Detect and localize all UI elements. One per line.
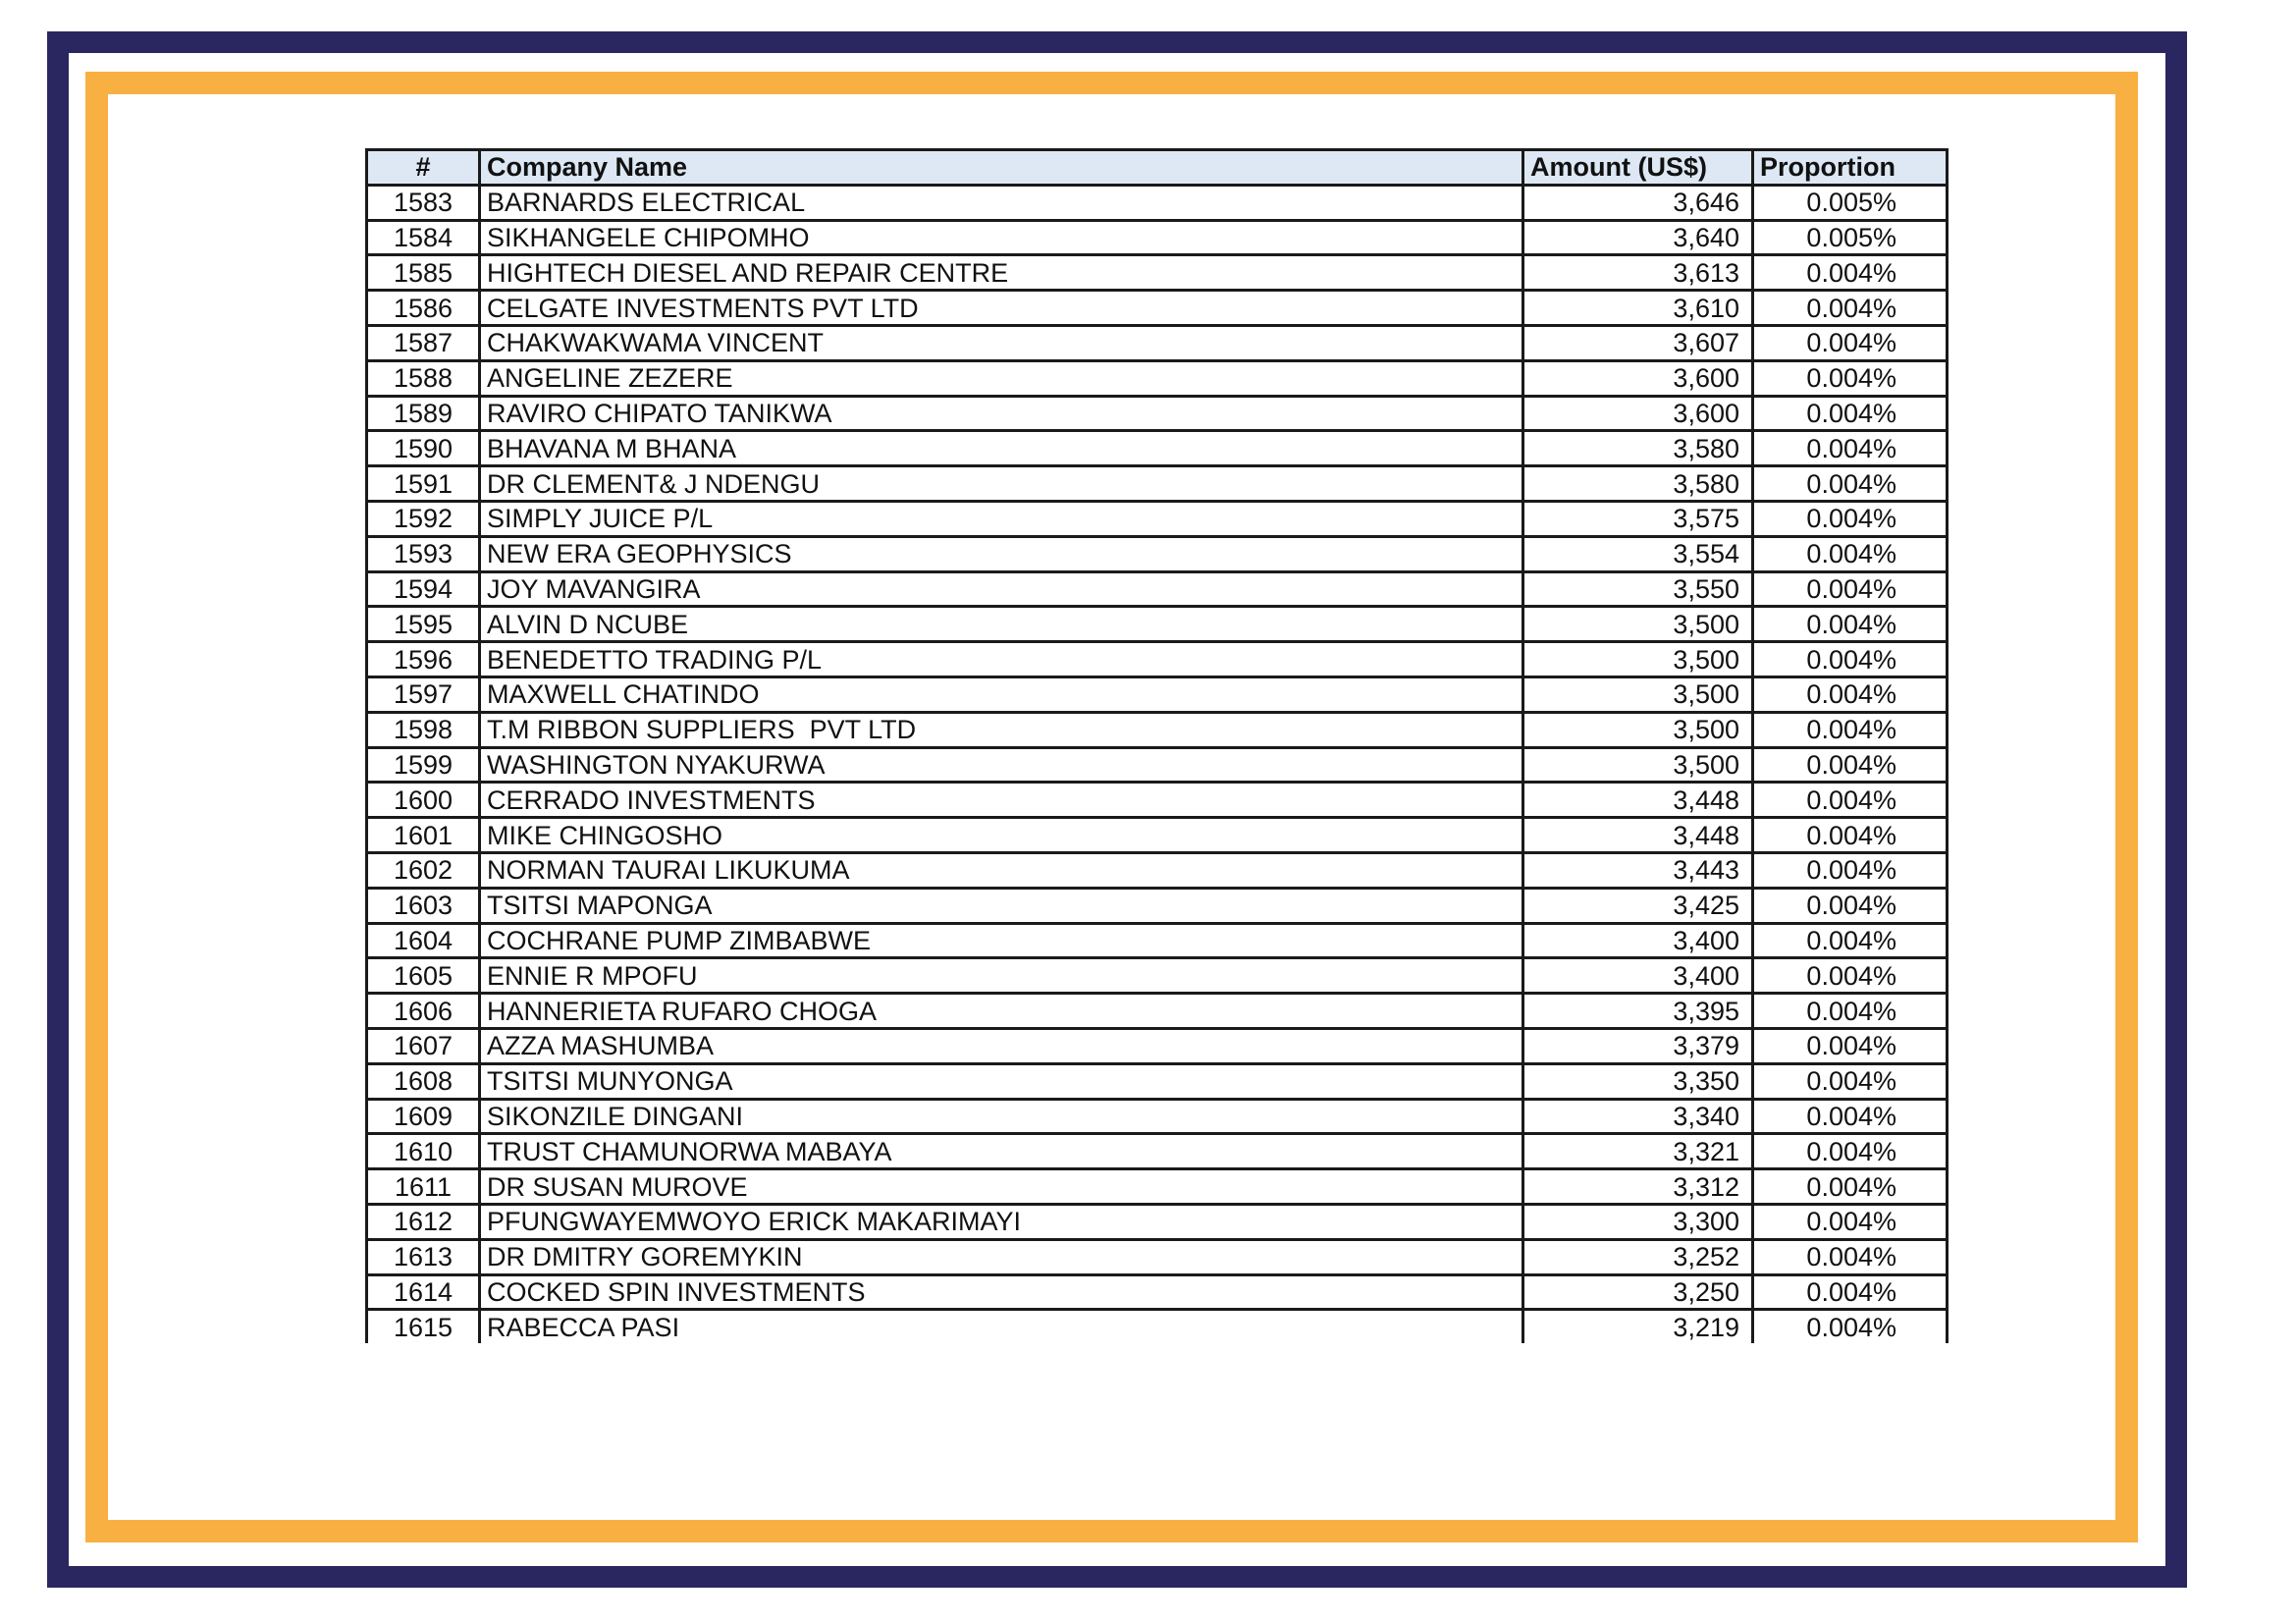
proportion-cell: 0.004% [1753,431,1948,466]
company-name-cell: RAVIRO CHIPATO TANIKWA [480,396,1523,431]
table-body [367,185,1948,1343]
proportion-cell: 0.004% [1753,747,1948,783]
row-number-cell: 1597 [367,676,480,712]
proportion-cell: 0.004% [1753,1310,1948,1343]
header-amount: Amount (US$) [1523,150,1753,186]
company-name-cell: NORMAN TAURAI LIKUKUMA [480,852,1523,888]
company-name-cell: SIKHANGELE CHIPOMHO [480,220,1523,255]
amount-cell: 3,600 [1523,360,1753,396]
table-row [367,255,1948,291]
company-name-cell: CERRADO INVESTMENTS [480,783,1523,818]
amount-cell: 3,350 [1523,1063,1753,1099]
table-row [367,607,1948,642]
table-row [367,818,1948,853]
company-name-cell: BHAVANA M BHANA [480,431,1523,466]
table-row [367,571,1948,607]
row-number-cell: 1595 [367,607,480,642]
table-row [367,923,1948,958]
amount-cell: 3,379 [1523,1028,1753,1063]
table-row [367,1099,1948,1134]
company-name-cell: DR DMITRY GOREMYKIN [480,1239,1523,1274]
proportion-cell: 0.004% [1753,712,1948,747]
company-name-cell: T.M RIBBON SUPPLIERS PVT LTD [480,712,1523,747]
header-proportion: Proportion [1753,150,1948,186]
row-number-cell: 1592 [367,501,480,536]
table-row [367,1169,1948,1205]
table-row [367,1239,1948,1274]
company-name-cell: TRUST CHAMUNORWA MABAYA [480,1134,1523,1169]
company-name-cell: CHAKWAKWAMA VINCENT [480,325,1523,360]
company-name-cell: PFUNGWAYEMWOYO ERICK MAKARIMAYI [480,1204,1523,1239]
table-row [367,712,1948,747]
company-name-cell: DR SUSAN MUROVE [480,1169,1523,1205]
amount-cell: 3,500 [1523,607,1753,642]
amount-cell: 3,395 [1523,994,1753,1029]
proportion-cell: 0.004% [1753,1169,1948,1205]
row-number-cell: 1606 [367,994,480,1029]
amount-cell: 3,443 [1523,852,1753,888]
amount-cell: 3,300 [1523,1204,1753,1239]
amount-cell: 3,321 [1523,1134,1753,1169]
table-row [367,396,1948,431]
table-row [367,888,1948,923]
table-row [367,431,1948,466]
row-number-cell: 1607 [367,1028,480,1063]
row-number-cell: 1601 [367,818,480,853]
proportion-cell: 0.004% [1753,1239,1948,1274]
proportion-cell: 0.004% [1753,923,1948,958]
row-number-cell: 1609 [367,1099,480,1134]
company-name-cell: HANNERIETA RUFARO CHOGA [480,994,1523,1029]
table-row [367,220,1948,255]
proportion-cell: 0.004% [1753,888,1948,923]
company-name-cell: DR CLEMENT& J NDENGU [480,466,1523,502]
row-number-cell: 1600 [367,783,480,818]
payments-table [365,148,1949,1343]
proportion-cell: 0.004% [1753,1099,1948,1134]
table-header-row [367,150,1948,186]
amount-cell: 3,646 [1523,185,1753,220]
amount-cell: 3,640 [1523,220,1753,255]
company-name-cell: JOY MAVANGIRA [480,571,1523,607]
table-row [367,536,1948,571]
company-name-cell: MIKE CHINGOSHO [480,818,1523,853]
proportion-cell: 0.004% [1753,360,1948,396]
payments-table-container [365,148,1946,1343]
row-number-cell: 1603 [367,888,480,923]
proportion-cell: 0.005% [1753,220,1948,255]
proportion-cell: 0.004% [1753,783,1948,818]
row-number-cell: 1598 [367,712,480,747]
table-row [367,852,1948,888]
company-name-cell: BENEDETTO TRADING P/L [480,642,1523,677]
proportion-cell: 0.004% [1753,1063,1948,1099]
row-number-cell: 1611 [367,1169,480,1205]
amount-cell: 3,400 [1523,923,1753,958]
company-name-cell: CELGATE INVESTMENTS PVT LTD [480,291,1523,326]
table-row [367,676,1948,712]
proportion-cell: 0.004% [1753,501,1948,536]
company-name-cell: MAXWELL CHATINDO [480,676,1523,712]
company-name-cell: HIGHTECH DIESEL AND REPAIR CENTRE [480,255,1523,291]
table-row [367,1134,1948,1169]
proportion-cell: 0.004% [1753,1204,1948,1239]
row-number-cell: 1614 [367,1274,480,1310]
row-number-cell: 1605 [367,958,480,994]
row-number-cell: 1590 [367,431,480,466]
proportion-cell: 0.004% [1753,536,1948,571]
company-name-cell: ALVIN D NCUBE [480,607,1523,642]
row-number-cell: 1610 [367,1134,480,1169]
table-row [367,1310,1948,1343]
proportion-cell: 0.004% [1753,958,1948,994]
amount-cell: 3,600 [1523,396,1753,431]
company-name-cell: AZZA MASHUMBA [480,1028,1523,1063]
proportion-cell: 0.004% [1753,676,1948,712]
amount-cell: 3,575 [1523,501,1753,536]
table-row [367,642,1948,677]
table-row [367,1274,1948,1310]
row-number-cell: 1591 [367,466,480,502]
row-number-cell: 1604 [367,923,480,958]
proportion-cell: 0.004% [1753,396,1948,431]
company-name-cell: ENNIE R MPOFU [480,958,1523,994]
amount-cell: 3,448 [1523,818,1753,853]
row-number-cell: 1602 [367,852,480,888]
amount-cell: 3,500 [1523,747,1753,783]
table-row [367,1204,1948,1239]
company-name-cell: TSITSI MUNYONGA [480,1063,1523,1099]
proportion-cell: 0.005% [1753,185,1948,220]
proportion-cell: 0.004% [1753,1028,1948,1063]
proportion-cell: 0.004% [1753,994,1948,1029]
amount-cell: 3,580 [1523,431,1753,466]
table-row [367,466,1948,502]
proportion-cell: 0.004% [1753,325,1948,360]
row-number-cell: 1599 [367,747,480,783]
row-number-cell: 1613 [367,1239,480,1274]
company-name-cell: COCKED SPIN INVESTMENTS [480,1274,1523,1310]
row-number-cell: 1587 [367,325,480,360]
company-name-cell: SIKONZILE DINGANI [480,1099,1523,1134]
proportion-cell: 0.004% [1753,642,1948,677]
company-name-cell: SIMPLY JUICE P/L [480,501,1523,536]
table-row [367,1063,1948,1099]
table-row [367,291,1948,326]
table-row [367,325,1948,360]
header-company-name: Company Name [480,150,1523,186]
row-number-cell: 1593 [367,536,480,571]
proportion-cell: 0.004% [1753,255,1948,291]
row-number-cell: 1615 [367,1310,480,1343]
table-row [367,1028,1948,1063]
company-name-cell: ANGELINE ZEZERE [480,360,1523,396]
amount-cell: 3,219 [1523,1310,1753,1343]
row-number-cell: 1594 [367,571,480,607]
company-name-cell: RABECCA PASI [480,1310,1523,1343]
proportion-cell: 0.004% [1753,818,1948,853]
proportion-cell: 0.004% [1753,1134,1948,1169]
amount-cell: 3,425 [1523,888,1753,923]
row-number-cell: 1583 [367,185,480,220]
proportion-cell: 0.004% [1753,291,1948,326]
amount-cell: 3,400 [1523,958,1753,994]
amount-cell: 3,550 [1523,571,1753,607]
row-number-cell: 1596 [367,642,480,677]
amount-cell: 3,613 [1523,255,1753,291]
amount-cell: 3,500 [1523,676,1753,712]
proportion-cell: 0.004% [1753,571,1948,607]
table-row [367,185,1948,220]
amount-cell: 3,580 [1523,466,1753,502]
amount-cell: 3,252 [1523,1239,1753,1274]
amount-cell: 3,312 [1523,1169,1753,1205]
table-row [367,747,1948,783]
amount-cell: 3,500 [1523,712,1753,747]
row-number-cell: 1608 [367,1063,480,1099]
proportion-cell: 0.004% [1753,852,1948,888]
amount-cell: 3,448 [1523,783,1753,818]
table-row [367,360,1948,396]
table-row [367,958,1948,994]
row-number-cell: 1589 [367,396,480,431]
row-number-cell: 1588 [367,360,480,396]
header-number: # [367,150,480,186]
proportion-cell: 0.004% [1753,607,1948,642]
amount-cell: 3,554 [1523,536,1753,571]
table-row [367,501,1948,536]
amount-cell: 3,607 [1523,325,1753,360]
proportion-cell: 0.004% [1753,1274,1948,1310]
row-number-cell: 1612 [367,1204,480,1239]
amount-cell: 3,250 [1523,1274,1753,1310]
table-row [367,783,1948,818]
row-number-cell: 1586 [367,291,480,326]
proportion-cell: 0.004% [1753,466,1948,502]
row-number-cell: 1585 [367,255,480,291]
company-name-cell: NEW ERA GEOPHYSICS [480,536,1523,571]
row-number-cell: 1584 [367,220,480,255]
company-name-cell: COCHRANE PUMP ZIMBABWE [480,923,1523,958]
company-name-cell: TSITSI MAPONGA [480,888,1523,923]
amount-cell: 3,340 [1523,1099,1753,1134]
amount-cell: 3,500 [1523,642,1753,677]
company-name-cell: WASHINGTON NYAKURWA [480,747,1523,783]
company-name-cell: BARNARDS ELECTRICAL [480,185,1523,220]
amount-cell: 3,610 [1523,291,1753,326]
table-row [367,994,1948,1029]
